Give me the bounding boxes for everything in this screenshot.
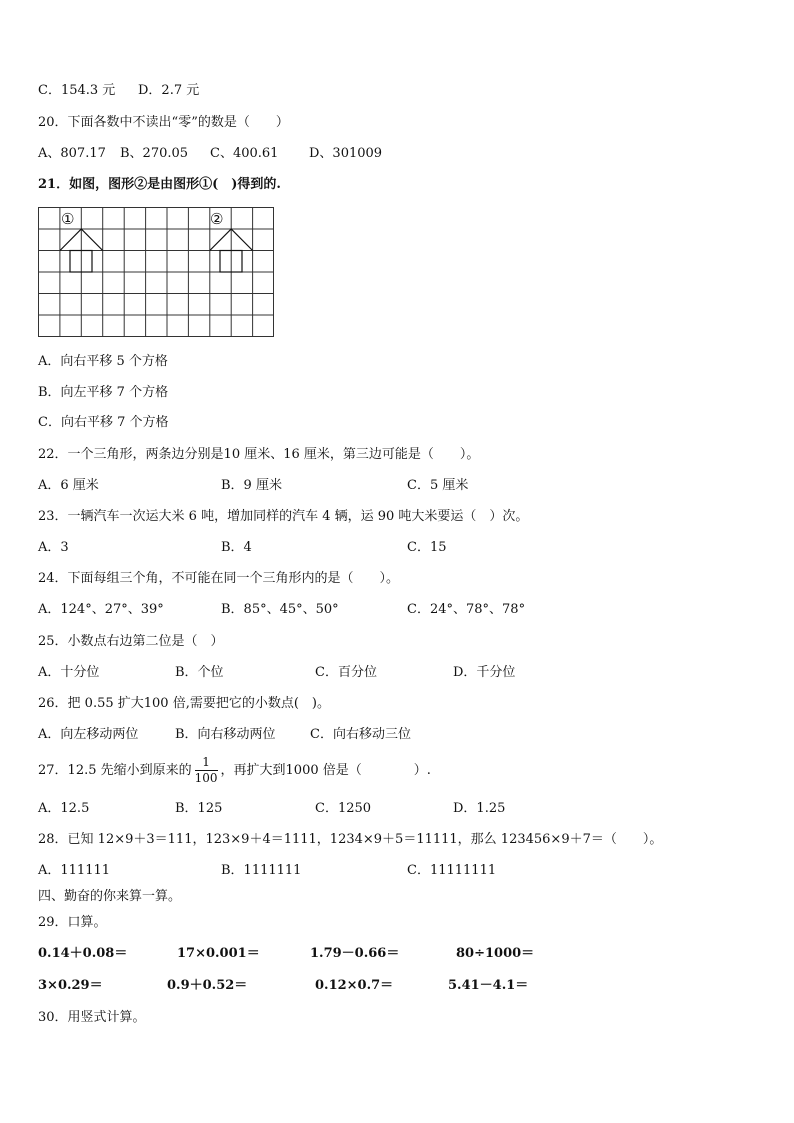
q22-option-a: A．6 厘米 (38, 478, 99, 493)
q20-stem: 20．下面各数中不读出“零”的数是（ ） (38, 115, 289, 130)
q29-item: 0.9＋0.52＝ (167, 978, 248, 993)
q21-option-b: B．向左平移 7 个方格 (38, 385, 169, 400)
q26-option-a: A．向左移动两位 (38, 727, 139, 742)
q25-option-d: D．千分位 (453, 665, 516, 680)
q22-option-c: C．5 厘米 (407, 478, 469, 493)
q25-stem: 25．小数点右边第二位是（ ） (38, 634, 224, 649)
q21-option-a: A．向右平移 5 个方格 (38, 354, 168, 369)
q29-item: 17×0.001＝ (177, 946, 260, 961)
q24-option-a: A．124°、27°、39° (38, 602, 164, 617)
q23-stem: 23．一辆汽车一次运大米 6 吨，增加同样的汽车 4 辆，运 90 吨大米要运（ ）次。 (38, 509, 529, 524)
q20-option-a: A、807.17 (38, 146, 106, 161)
translation-grid-figure (38, 207, 274, 337)
q20-option-c: C、400.61 (210, 146, 279, 161)
q25-option-c: C．百分位 (315, 665, 377, 680)
q27-stem-pre: 27．12.5 先缩小到原来的 (38, 763, 192, 778)
q22-option-b: B．9 厘米 (221, 478, 282, 493)
q23-option-c: C．15 (407, 540, 447, 555)
q29-item: 0.12×0.7＝ (315, 978, 394, 993)
q26-stem: 26．把 0.55 扩大100 倍,需要把它的小数点( )。 (38, 696, 330, 711)
q25-option-b: B．个位 (175, 665, 224, 680)
q27-fraction-denominator: 100 (194, 771, 218, 785)
q26-option-c: C．向右移动三位 (310, 727, 411, 742)
q25-option-a: A．十分位 (38, 665, 100, 680)
q28-option-a: A．111111 (38, 863, 111, 878)
q27-fraction (195, 755, 218, 786)
q28-stem: 28．已知 12×9＋3＝111，123×9＋4＝1111，1234×9＋5＝11111，那么 123456×9＋7＝（ ）。 (38, 832, 663, 847)
q29-item: 1.79－0.66＝ (310, 946, 400, 961)
q28-option-c: C．11111111 (407, 863, 497, 878)
q29-item: 80÷1000＝ (456, 946, 535, 961)
shape-1-label: ① (61, 210, 75, 228)
q29-item: 0.14＋0.08＝ (38, 946, 128, 961)
q29-item: 3×0.29＝ (38, 978, 103, 993)
q19-option-c: C．154.3 元 (38, 83, 116, 98)
q27-option-b: B．125 (175, 801, 223, 816)
q22-stem: 22．一个三角形，两条边分别是10 厘米、16 厘米，第三边可能是（ ）。 (38, 447, 480, 462)
q27-option-a: A．12.5 (38, 801, 90, 816)
q28-option-b: B．1111111 (221, 863, 302, 878)
q19-option-d: D．2.7 元 (138, 83, 200, 98)
q30-stem: 30．用竖式计算。 (38, 1010, 146, 1025)
q20-option-d: D、301009 (309, 146, 383, 161)
q27-option-d: D．1.25 (453, 801, 506, 816)
q24-option-b: B．85°、45°、50° (221, 602, 339, 617)
q24-stem: 24．下面每组三个角，不可能在同一个三角形内的是（ ）。 (38, 571, 400, 586)
q27-option-c: C．1250 (315, 801, 372, 816)
q20-option-b: B、270.05 (120, 146, 189, 161)
q24-option-c: C．24°、78°、78° (407, 602, 526, 617)
q23-option-a: A．3 (38, 540, 69, 555)
q21-stem: 21．如图，图形②是由图形①( )得到的. (38, 177, 281, 192)
q21-option-c: C．向右平移 7 个方格 (38, 415, 169, 430)
q23-option-b: B．4 (221, 540, 252, 555)
q29-stem: 29．口算。 (38, 915, 107, 930)
shape-2-label: ② (210, 210, 224, 228)
q29-item: 5.41－4.1＝ (448, 978, 529, 993)
q27-stem (38, 754, 431, 788)
q26-option-b: B．向右移动两位 (175, 727, 276, 742)
q27-fraction-numerator: 1 (195, 755, 218, 771)
q27-stem-post: ，再扩大到1000 倍是（ ）. (220, 763, 431, 778)
section-4-heading: 四、勤奋的你来算一算。 (38, 889, 182, 904)
